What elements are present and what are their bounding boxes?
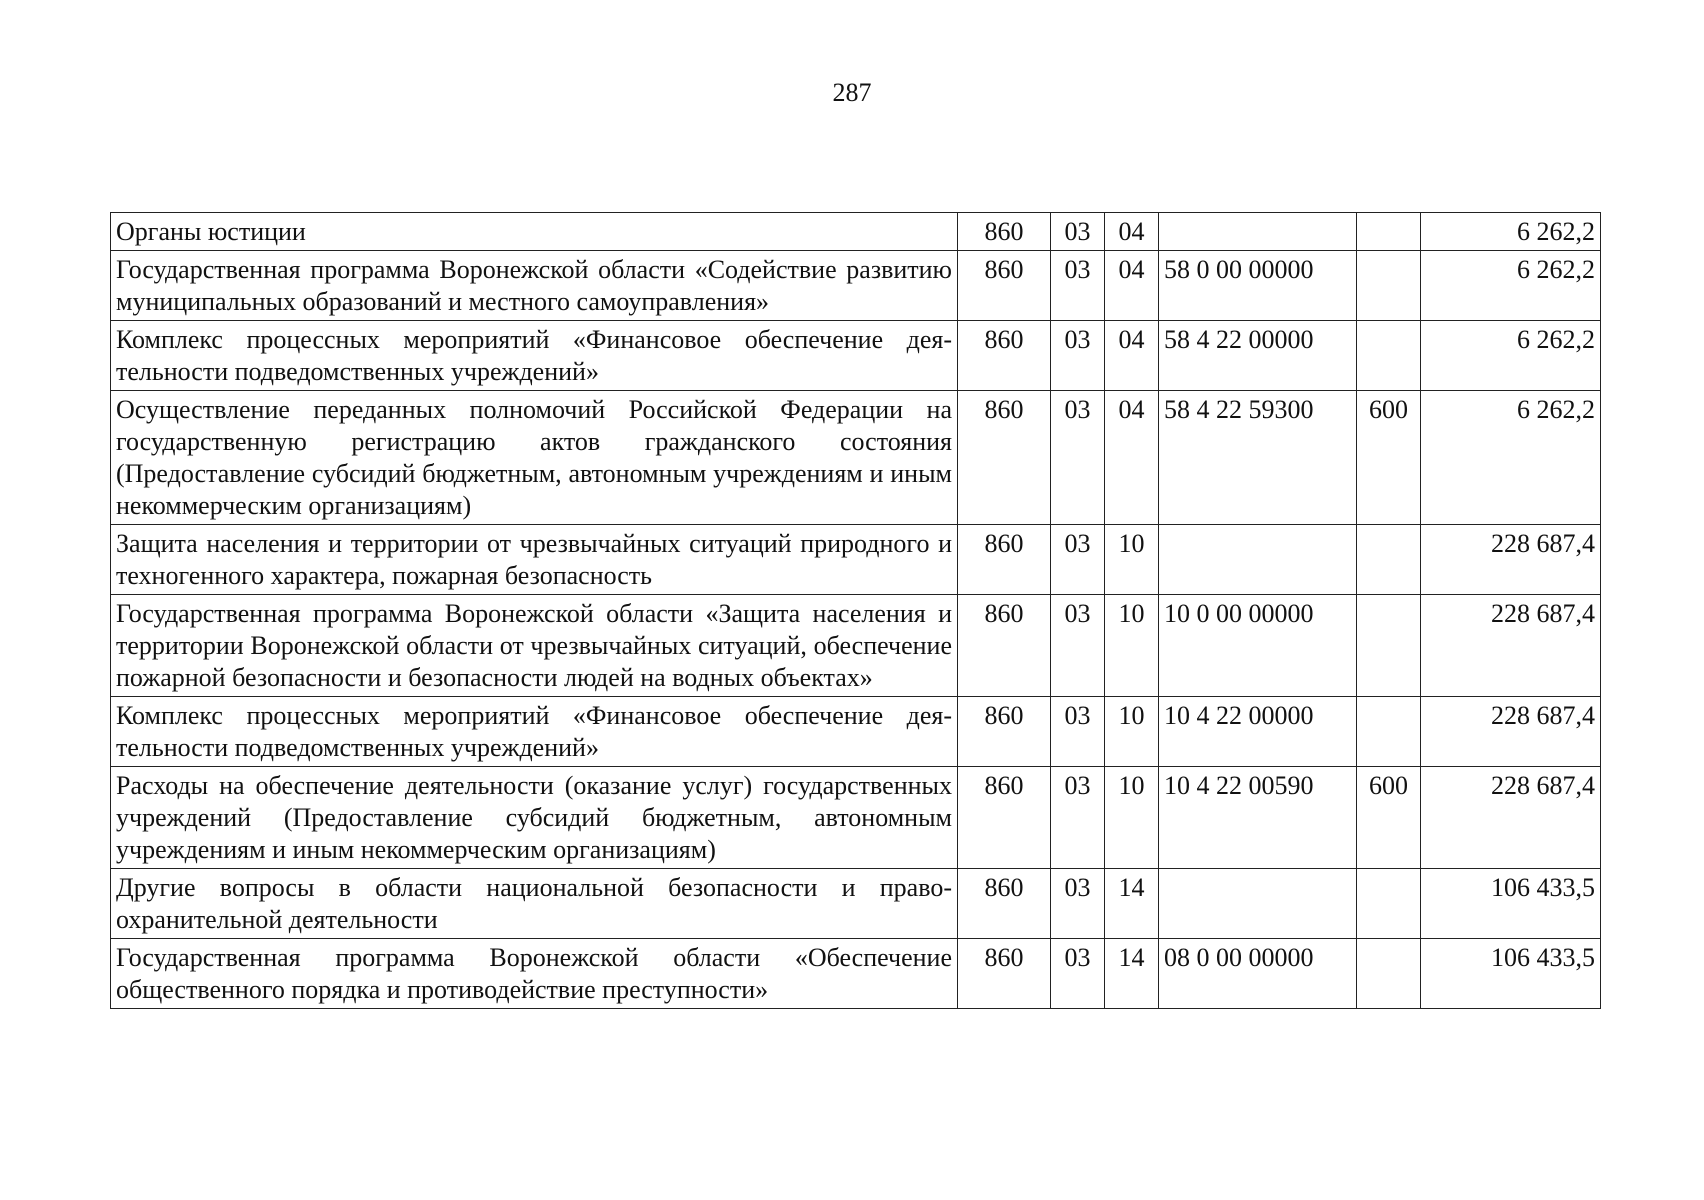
section-code: 03 — [1051, 321, 1105, 391]
expense-type-code — [1357, 321, 1421, 391]
ministry-code: 860 — [958, 939, 1051, 1009]
row-name: Осуществление переданных полномочий Российской Федерации на государственную регистрацию актов гражданского состояния (Предоставление субсидий бюджетным, автономным учреждениям и иным некоммерческим организациям) — [111, 391, 958, 525]
row-name: Расходы на обеспечение деятельности (оказание услуг) государственных учреждений (Предоставление субсидий бюджетным, автономным учреждениям и иным некоммерческим организациям) — [111, 767, 958, 869]
target-article-code: 10 4 22 00590 — [1159, 767, 1357, 869]
ministry-code: 860 — [958, 525, 1051, 595]
target-article-code — [1159, 525, 1357, 595]
ministry-code: 860 — [958, 869, 1051, 939]
table-row — [111, 767, 1601, 869]
ministry-code: 860 — [958, 213, 1051, 251]
table-row — [111, 697, 1601, 767]
subsection-code: 10 — [1105, 525, 1159, 595]
section-code: 03 — [1051, 697, 1105, 767]
amount: 228 687,4 — [1421, 595, 1601, 697]
subsection-code: 14 — [1105, 939, 1159, 1009]
amount: 106 433,5 — [1421, 869, 1601, 939]
section-code: 03 — [1051, 595, 1105, 697]
section-code: 03 — [1051, 939, 1105, 1009]
target-article-code: 10 4 22 00000 — [1159, 697, 1357, 767]
table-row — [111, 939, 1601, 1009]
expense-type-code — [1357, 213, 1421, 251]
amount: 228 687,4 — [1421, 525, 1601, 595]
subsection-code: 10 — [1105, 595, 1159, 697]
section-code: 03 — [1051, 525, 1105, 595]
subsection-code: 04 — [1105, 251, 1159, 321]
expense-type-code: 600 — [1357, 767, 1421, 869]
subsection-code: 10 — [1105, 697, 1159, 767]
row-name: Комплекс процессных мероприятий «Финансовое обеспечение деятельности подведомственных учреждений» — [111, 321, 958, 391]
amount: 228 687,4 — [1421, 697, 1601, 767]
expense-type-code: 600 — [1357, 391, 1421, 525]
table-row — [111, 251, 1601, 321]
expense-type-code — [1357, 595, 1421, 697]
section-code: 03 — [1051, 391, 1105, 525]
table-row — [111, 869, 1601, 939]
page-number: 287 — [832, 78, 872, 107]
table-row — [111, 595, 1601, 697]
target-article-code: 58 4 22 00000 — [1159, 321, 1357, 391]
subsection-code: 14 — [1105, 869, 1159, 939]
expense-type-code — [1357, 939, 1421, 1009]
target-article-code: 10 0 00 00000 — [1159, 595, 1357, 697]
row-name: Комплекс процессных мероприятий «Финансовое обеспечение деятельности подведомственных учреждений» — [111, 697, 958, 767]
amount: 106 433,5 — [1421, 939, 1601, 1009]
ministry-code: 860 — [958, 767, 1051, 869]
amount: 6 262,2 — [1421, 251, 1601, 321]
expense-type-code — [1357, 697, 1421, 767]
row-name: Другие вопросы в области национальной безопасности и правоохранительной деятельности — [111, 869, 958, 939]
ministry-code: 860 — [958, 321, 1051, 391]
section-code: 03 — [1051, 213, 1105, 251]
expense-type-code — [1357, 869, 1421, 939]
table-row — [111, 391, 1601, 525]
target-article-code: 58 0 00 00000 — [1159, 251, 1357, 321]
row-name: Государственная программа Воронежской области «Обеспечение общественного порядка и противодействие преступности» — [111, 939, 958, 1009]
target-article-code: 58 4 22 59300 — [1159, 391, 1357, 525]
table-row — [111, 321, 1601, 391]
row-name: Государственная программа Воронежской области «Защита населения и территории Воронежской области от чрезвычайных ситуаций, обеспечение пожарной безопасности и безопасности людей на водных объектах» — [111, 595, 958, 697]
section-code: 03 — [1051, 869, 1105, 939]
section-code: 03 — [1051, 767, 1105, 869]
target-article-code: 08 0 00 00000 — [1159, 939, 1357, 1009]
row-name: Защита населения и территории от чрезвычайных ситуаций природного и техногенного характера, пожарная безопасность — [111, 525, 958, 595]
ministry-code: 860 — [958, 251, 1051, 321]
ministry-code: 860 — [958, 697, 1051, 767]
subsection-code: 04 — [1105, 391, 1159, 525]
expense-type-code — [1357, 251, 1421, 321]
amount: 6 262,2 — [1421, 213, 1601, 251]
row-name: Государственная программа Воронежской области «Содействие развитию муниципальных образований и местного самоуправления» — [111, 251, 958, 321]
subsection-code: 04 — [1105, 321, 1159, 391]
table-row — [111, 213, 1601, 251]
target-article-code — [1159, 213, 1357, 251]
amount: 228 687,4 — [1421, 767, 1601, 869]
subsection-code: 04 — [1105, 213, 1159, 251]
section-code: 03 — [1051, 251, 1105, 321]
amount: 6 262,2 — [1421, 321, 1601, 391]
budget-table — [110, 212, 1601, 1009]
row-name: Органы юстиции — [111, 213, 958, 251]
expense-type-code — [1357, 525, 1421, 595]
subsection-code: 10 — [1105, 767, 1159, 869]
ministry-code: 860 — [958, 391, 1051, 525]
target-article-code — [1159, 869, 1357, 939]
ministry-code: 860 — [958, 595, 1051, 697]
amount: 6 262,2 — [1421, 391, 1601, 525]
table-row — [111, 525, 1601, 595]
